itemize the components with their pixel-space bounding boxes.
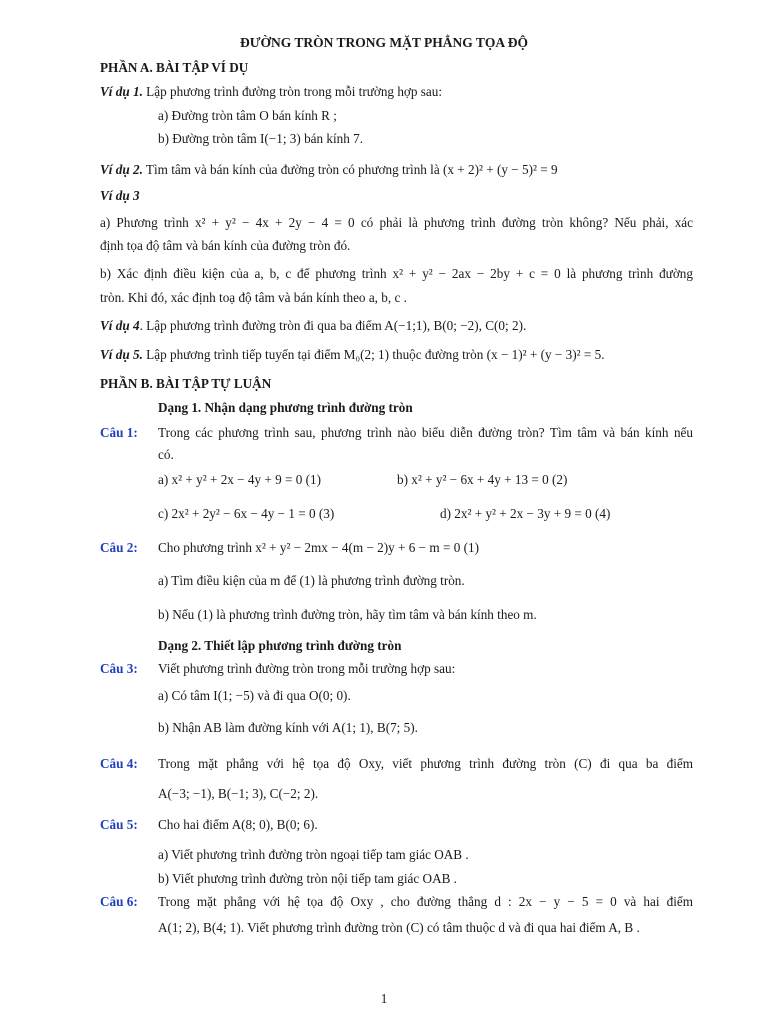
type-2-heading: Dạng 2. Thiết lập phương trình đường tròn	[158, 638, 402, 653]
example-2-label: Ví dụ 2.	[100, 162, 143, 177]
question-5-b: b) Viết phương trình đường tròn nội tiếp tam giác OAB .	[158, 871, 457, 886]
example-1-a: a) Đường tròn tâm O bán kính R ;	[158, 108, 337, 123]
question-3-b: b) Nhận AB làm đường kính với A(1; 1), B(7; 5).	[158, 720, 418, 735]
question-6-line1: Trong mặt phẳng với hệ tọa độ Oxy , cho đường thẳng d : 2x − y − 5 = 0 và hai điểm	[158, 894, 693, 909]
question-1-b: b) x² + y² − 6x + 4y + 13 = 0 (2)	[397, 472, 568, 487]
question-3-a: a) Có tâm I(1; −5) và đi qua O(0; 0).	[158, 688, 351, 703]
example-3-a-line1: a) Phương trình x² + y² − 4x + 2y − 4 = 0 có phải là phương trình đường tròn không? Nếu phải, xác	[100, 215, 693, 230]
question-5-text: Cho hai điểm A(8; 0), B(0; 6).	[158, 817, 318, 832]
page-number: 1	[380, 991, 388, 1006]
question-4-line2: A(−3; −1), B(−1; 3), C(−2; 2).	[158, 786, 319, 801]
question-1-line1: Trong các phương trình sau, phương trình nào biểu diễn đường tròn? Tìm tâm và bán kính nếu	[158, 425, 693, 440]
example-3-b-line1: b) Xác định điều kiện của a, b, c để phương trình x² + y² − 2ax − 2by + c = 0 là phương trình đường	[100, 266, 693, 281]
question-4-line1: Trong mặt phẳng với hệ tọa độ Oxy, viết phương trình đường tròn (C) đi qua ba điểm	[158, 756, 693, 771]
example-4-label: Ví dụ 4	[100, 318, 140, 333]
question-2-label: Câu 2:	[100, 540, 138, 555]
example-4	[100, 318, 526, 334]
example-1-b: b) Đường tròn tâm I(−1; 3) bán kính 7.	[158, 131, 364, 146]
example-2	[100, 162, 558, 178]
page-title: ĐƯỜNG TRÒN TRONG MẶT PHẲNG TỌA ĐỘ	[239, 35, 529, 50]
type-1-heading: Dạng 1. Nhận dạng phương trình đường tròn	[158, 400, 413, 415]
example-2-text: Tìm tâm và bán kính của đường tròn có phương trình là (x + 2)² + (y − 5)² = 9	[142, 162, 558, 177]
question-1-a: a) x² + y² + 2x − 4y + 9 = 0 (1)	[158, 472, 322, 487]
example-3-b-line2: tròn. Khi đó, xác định toạ độ tâm và bán kính theo a, b, c .	[100, 290, 407, 305]
question-3-text: Viết phương trình đường tròn trong mỗi trường hợp sau:	[158, 661, 456, 676]
question-1-c: c) 2x² + 2y² − 6x − 4y − 1 = 0 (3)	[158, 506, 335, 521]
question-1-d: d) 2x² + y² + 2x − 3y + 9 = 0 (4)	[440, 506, 611, 521]
question-6-label: Câu 6:	[100, 894, 138, 909]
example-5	[100, 347, 605, 363]
example-1	[100, 84, 442, 100]
example-3-label: Ví dụ 3	[100, 188, 140, 203]
question-5-a: a) Viết phương trình đường tròn ngoại tiếp tam giác OAB .	[158, 847, 469, 862]
question-1-label: Câu 1:	[100, 425, 138, 440]
example-5-text: Lập phương trình tiếp tuyến tại điểm M₀(2; 1) thuộc đường tròn (x − 1)² + (y − 3)² = 5.	[142, 347, 605, 362]
example-3-a-line2: định tọa độ tâm và bán kính của đường tròn đó.	[100, 238, 351, 253]
question-1-line2: có.	[158, 447, 174, 462]
example-4-text: . Lập phương trình đường tròn đi qua ba điểm A(−1;1), B(0; −2), C(0; 2).	[139, 318, 527, 333]
example-1-label: Ví dụ 1.	[100, 84, 143, 99]
question-2-b: b) Nếu (1) là phương trình đường tròn, hãy tìm tâm và bán kính theo m.	[158, 607, 537, 622]
question-4-label: Câu 4:	[100, 756, 138, 771]
question-3-label: Câu 3:	[100, 661, 138, 676]
example-1-text: Lập phương trình đường tròn trong mỗi trường hợp sau:	[142, 84, 443, 99]
question-5-label: Câu 5:	[100, 817, 138, 832]
question-2-a: a) Tìm điều kiện của m để (1) là phương trình đường tròn.	[158, 573, 465, 588]
example-5-label: Ví dụ 5.	[100, 347, 143, 362]
part-a-heading: PHẦN A. BÀI TẬP VÍ DỤ	[100, 60, 249, 75]
question-2-text: Cho phương trình x² + y² − 2mx − 4(m − 2)y + 6 − m = 0 (1)	[158, 540, 479, 555]
part-b-heading: PHẦN B. BÀI TẬP TỰ LUẬN	[100, 376, 272, 391]
question-6-line2: A(1; 2), B(4; 1). Viết phương trình đường tròn (C) có tâm thuộc d và đi qua hai điểm A, B .	[158, 920, 640, 935]
